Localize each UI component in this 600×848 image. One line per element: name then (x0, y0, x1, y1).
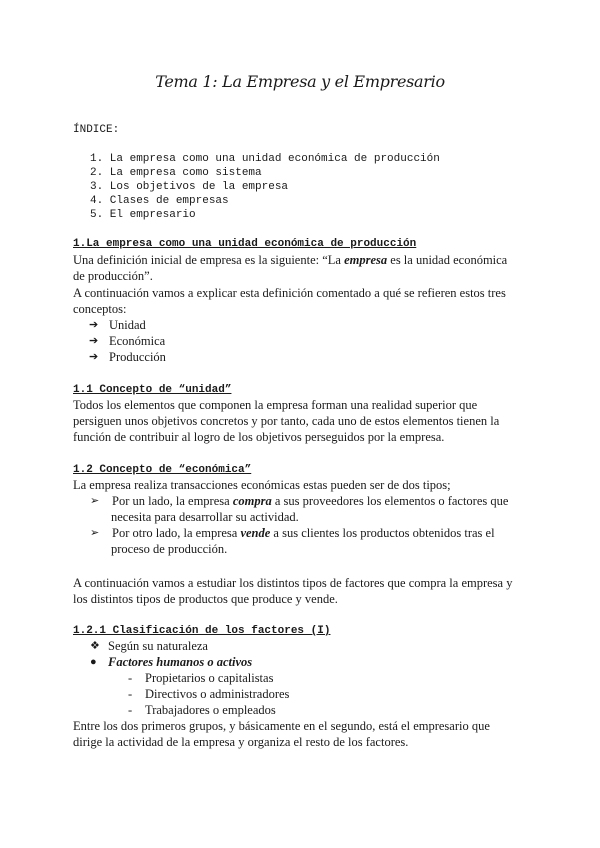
sub-list-item (128, 702, 276, 718)
section-heading: 1.2.1 Clasificación de los factores (I) (73, 625, 331, 637)
dash-marker: - (128, 703, 133, 717)
sub-list-item-text: Propietarios o capitalistas (145, 671, 274, 685)
arrow-icon: ➔ (89, 319, 99, 331)
text: a sus clientes los productos obtenidos tras el (270, 526, 495, 540)
arrow-icon: ➔ (89, 335, 99, 347)
index-item: 2. La empresa como sistema (90, 167, 262, 179)
paragraph-line: conceptos: (73, 302, 127, 316)
list-item-text: Factores humanos o activos (108, 655, 253, 669)
list-item-text (108, 493, 508, 509)
paragraph-line: Todos los elementos que componen la empresa forman una realidad superior que (73, 398, 478, 412)
list-item-text (108, 525, 495, 541)
paragraph-line: función de contribuir al logro de los objetivos perseguidos por la empresa. (73, 430, 445, 444)
section-heading: 1.La empresa como una unidad económica de producción (73, 238, 417, 250)
paragraph-line: A continuación vamos a explicar esta definición comentado a qué se refieren estos tres (73, 286, 506, 300)
bold-text: compra (232, 494, 272, 508)
paragraph-line: La empresa realiza transacciones económicas estas pueden ser de dos tipos; (73, 478, 451, 492)
list-item (90, 654, 252, 670)
document-title: Tema 1: La Empresa y el Empresario (155, 72, 445, 91)
paragraph-line: los distintos tipos de productos que produce y vende. (73, 592, 338, 606)
list-item-continuation: necesita para desarrollar su actividad. (111, 510, 299, 524)
sub-list-item (128, 670, 273, 686)
list-item-text: Económica (109, 334, 166, 348)
list-item (90, 493, 508, 509)
text: Una definición inicial de empresa es la siguiente: “La (73, 253, 345, 267)
list-item (89, 349, 166, 365)
list-item (90, 525, 495, 541)
arrow-icon: ➔ (89, 351, 99, 363)
index-item: 5. El empresario (90, 209, 196, 221)
paragraph-line: de producción”. (73, 269, 153, 283)
text: Por un lado, la empresa (112, 494, 233, 508)
list-item-text: Unidad (109, 318, 146, 332)
dash-marker: - (128, 687, 133, 701)
sub-list-item-text: Trabajadores o empleados (145, 703, 276, 717)
paragraph-line: Entre los dos primeros grupos, y básicamente en el segundo, está el empresario que (73, 719, 490, 733)
section-heading: 1.1 Concepto de “unidad” (73, 384, 232, 396)
text: Por otro lado, la empresa (112, 526, 241, 540)
sub-list-item (128, 686, 289, 702)
list-item (89, 317, 146, 333)
bullet-dot-icon: ● (90, 656, 97, 668)
arrowhead-icon: ➢ (90, 527, 100, 539)
bold-text: vende (240, 526, 271, 540)
section-heading: 1.2 Concepto de “económica” (73, 464, 252, 476)
index-label: ÍNDICE: (73, 124, 120, 136)
paragraph-line: A continuación vamos a estudiar los distintos tipos de factores que compra la empresa y (73, 576, 513, 590)
text: es la unidad económica (387, 253, 508, 267)
list-item-text: Producción (109, 350, 166, 364)
dash-marker: - (128, 671, 133, 685)
list-item (89, 333, 165, 349)
paragraph (73, 252, 533, 268)
bold-text: empresa (344, 253, 388, 267)
index-item: 1. La empresa como una unidad económica de producción (90, 153, 440, 165)
list-item-text: Según su naturaleza (108, 639, 208, 653)
index-item: 3. Los objetivos de la empresa (90, 181, 289, 193)
list-item (90, 638, 208, 654)
arrowhead-icon: ➢ (90, 495, 100, 507)
sub-list-item-text: Directivos o administradores (145, 687, 290, 701)
index-item: 4. Clases de empresas (90, 195, 229, 207)
paragraph-line: persiguen unos objetivos concretos y por tanto, cada uno de estos elementos tienen la (73, 414, 500, 428)
diamond-icon: ❖ (90, 640, 100, 652)
list-item-continuation: proceso de producción. (111, 542, 228, 556)
paragraph-line: dirige la actividad de la empresa y organiza el resto de los factores. (73, 735, 409, 749)
text: a sus proveedores los elementos o factores que (271, 494, 509, 508)
